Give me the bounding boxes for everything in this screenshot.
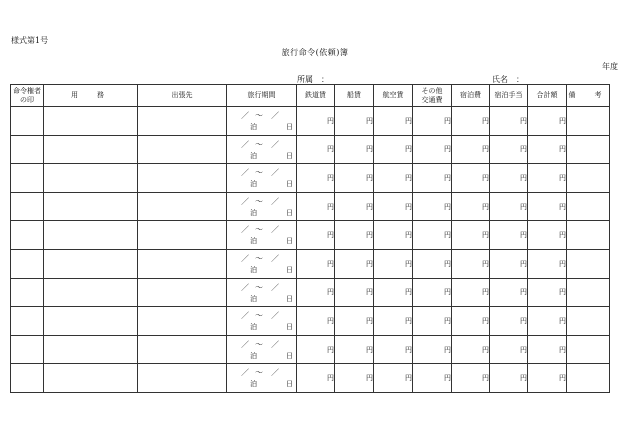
air-amount-cell[interactable] — [374, 164, 413, 193]
rail-amount-cell[interactable] — [297, 278, 335, 307]
period-cell[interactable] — [227, 335, 297, 364]
period-tilde: ～ — [255, 339, 263, 349]
total-amount-cell[interactable] — [528, 249, 567, 278]
period-haku: 泊 — [250, 265, 257, 274]
yen-unit: 円 — [482, 374, 489, 383]
yen-unit: 円 — [327, 345, 334, 354]
yen-unit: 円 — [482, 288, 489, 297]
col-purpose-header: 用 務 — [44, 85, 138, 107]
rail-amount-cell[interactable] — [297, 335, 335, 364]
yen-unit: 円 — [327, 374, 334, 383]
yen-unit: 円 — [482, 345, 489, 354]
other-amount-cell[interactable] — [413, 307, 452, 336]
yen-unit: 円 — [559, 231, 566, 240]
yen-unit: 円 — [366, 259, 373, 268]
period-haku: 泊 — [250, 323, 257, 332]
other-amount-cell[interactable] — [413, 278, 452, 307]
yen-unit: 円 — [520, 345, 527, 354]
period-haku: 泊 — [250, 294, 257, 303]
col-air-header: 航空賃 — [374, 85, 413, 107]
seal-cell[interactable] — [11, 164, 44, 193]
lodging-allowance-amount-cell[interactable] — [490, 221, 528, 250]
period-nichi: 日 — [286, 323, 293, 332]
yen-unit: 円 — [520, 116, 527, 125]
period-slash-start: ／ — [241, 225, 249, 235]
table-row — [11, 335, 610, 364]
period-slash-end: ／ — [271, 339, 279, 349]
other-amount-cell[interactable] — [413, 249, 452, 278]
air-amount-cell[interactable] — [374, 278, 413, 307]
col-seal-header: 命令権者 の印 — [11, 85, 44, 107]
air-amount-cell[interactable] — [374, 221, 413, 250]
remarks-cell[interactable] — [567, 107, 610, 136]
yen-unit: 円 — [366, 316, 373, 325]
yen-unit: 円 — [520, 316, 527, 325]
col-lodging-allowance-header: 宿泊手当 — [490, 85, 528, 107]
period-slash-start: ／ — [241, 311, 249, 321]
form-number: 様式第1号 — [11, 36, 49, 45]
period-tilde: ～ — [255, 253, 263, 263]
yen-unit: 円 — [520, 288, 527, 297]
other-amount-cell[interactable] — [413, 221, 452, 250]
table-row — [11, 192, 610, 221]
purpose-cell[interactable] — [44, 278, 138, 307]
air-amount-cell[interactable] — [374, 192, 413, 221]
rail-amount-cell[interactable] — [297, 364, 335, 393]
total-amount-cell[interactable] — [528, 192, 567, 221]
yen-unit: 円 — [444, 231, 451, 240]
destination-cell[interactable] — [138, 192, 227, 221]
period-cell[interactable] — [227, 192, 297, 221]
destination-cell[interactable] — [138, 107, 227, 136]
yen-unit: 円 — [520, 374, 527, 383]
period-haku: 泊 — [250, 123, 257, 131]
seal-cell[interactable] — [11, 307, 44, 336]
total-amount-cell[interactable] — [528, 335, 567, 364]
yen-unit: 円 — [444, 316, 451, 325]
period-nichi: 日 — [286, 265, 293, 274]
purpose-cell[interactable] — [44, 107, 138, 136]
yen-unit: 円 — [444, 202, 451, 211]
yen-unit: 円 — [482, 116, 489, 125]
destination-cell[interactable] — [138, 221, 227, 250]
yen-unit: 円 — [444, 374, 451, 383]
period-cell[interactable] — [227, 135, 297, 164]
period-slash-end: ／ — [271, 225, 279, 235]
yen-unit: 円 — [327, 145, 334, 154]
yen-unit: 円 — [559, 145, 566, 154]
period-cell[interactable] — [227, 164, 297, 193]
yen-unit: 円 — [520, 259, 527, 268]
yen-unit: 円 — [444, 259, 451, 268]
table-row — [11, 221, 610, 250]
destination-cell[interactable] — [138, 335, 227, 364]
purpose-cell[interactable] — [44, 135, 138, 164]
remarks-cell[interactable] — [567, 364, 610, 393]
air-amount-cell[interactable] — [374, 135, 413, 164]
col-other-header: その他 交通費 — [413, 85, 452, 107]
period-cell[interactable] — [227, 107, 297, 136]
yen-unit: 円 — [327, 288, 334, 297]
lodging-allowance-amount-cell[interactable] — [490, 107, 528, 136]
yen-unit: 円 — [559, 116, 566, 125]
period-cell[interactable] — [227, 307, 297, 336]
yen-unit: 円 — [366, 202, 373, 211]
yen-unit: 円 — [405, 202, 412, 211]
lodging-allowance-amount-cell[interactable] — [490, 335, 528, 364]
yen-unit: 円 — [559, 173, 566, 182]
lodging-amount-cell[interactable] — [452, 249, 490, 278]
purpose-cell[interactable] — [44, 335, 138, 364]
other-amount-cell[interactable] — [413, 164, 452, 193]
period-cell[interactable] — [227, 278, 297, 307]
col-period-header: 旅行期間 — [227, 85, 297, 107]
seal-cell[interactable] — [11, 221, 44, 250]
total-amount-cell[interactable] — [528, 164, 567, 193]
seal-cell[interactable] — [11, 135, 44, 164]
ship-amount-cell[interactable] — [335, 249, 374, 278]
yen-unit: 円 — [327, 202, 334, 211]
name-label: 氏名 ： — [492, 75, 524, 84]
yen-unit: 円 — [520, 231, 527, 240]
document-title: 旅行命令(依頼)簿 — [281, 48, 349, 57]
other-amount-cell[interactable] — [413, 135, 452, 164]
other-amount-cell[interactable] — [413, 107, 452, 136]
period-haku: 泊 — [250, 237, 257, 246]
period-slash-end: ／ — [271, 139, 279, 149]
yen-unit: 円 — [405, 288, 412, 297]
period-slash-start: ／ — [241, 368, 249, 378]
yen-unit: 円 — [405, 259, 412, 268]
yen-unit: 円 — [366, 173, 373, 182]
seal-cell[interactable] — [11, 107, 44, 136]
other-amount-cell[interactable] — [413, 192, 452, 221]
period-tilde: ～ — [255, 225, 263, 235]
period-cell[interactable] — [227, 249, 297, 278]
yen-unit: 円 — [405, 374, 412, 383]
destination-cell[interactable] — [138, 249, 227, 278]
yen-unit: 円 — [482, 173, 489, 182]
remarks-cell[interactable] — [567, 135, 610, 164]
yen-unit: 円 — [444, 116, 451, 125]
yen-unit: 円 — [444, 173, 451, 182]
period-slash-end: ／ — [271, 111, 279, 120]
total-amount-cell[interactable] — [528, 364, 567, 393]
period-nichi: 日 — [286, 294, 293, 303]
lodging-amount-cell[interactable] — [452, 278, 490, 307]
table-row — [11, 135, 610, 164]
lodging-amount-cell[interactable] — [452, 107, 490, 136]
yen-unit: 円 — [520, 145, 527, 154]
air-amount-cell[interactable] — [374, 335, 413, 364]
seal-cell[interactable] — [11, 335, 44, 364]
yen-unit: 円 — [366, 345, 373, 354]
period-haku: 泊 — [250, 208, 257, 217]
air-amount-cell[interactable] — [374, 107, 413, 136]
seal-cell[interactable] — [11, 364, 44, 393]
period-tilde: ～ — [255, 282, 263, 292]
seal-cell[interactable] — [11, 249, 44, 278]
period-haku: 泊 — [250, 380, 257, 389]
period-slash-start: ／ — [241, 196, 249, 206]
total-amount-cell[interactable] — [528, 107, 567, 136]
destination-cell[interactable] — [138, 135, 227, 164]
yen-unit: 円 — [520, 202, 527, 211]
col-total-header: 合計額 — [528, 85, 567, 107]
ship-amount-cell[interactable] — [335, 107, 374, 136]
period-cell[interactable] — [227, 364, 297, 393]
yen-unit: 円 — [327, 173, 334, 182]
department-label: 所属 ： — [297, 75, 329, 84]
remarks-cell[interactable] — [567, 221, 610, 250]
lodging-amount-cell[interactable] — [452, 164, 490, 193]
col-destination-header: 出張先 — [138, 85, 227, 107]
period-nichi: 日 — [286, 380, 293, 389]
air-amount-cell[interactable] — [374, 249, 413, 278]
rail-amount-cell[interactable] — [297, 135, 335, 164]
yen-unit: 円 — [327, 231, 334, 240]
period-slash-end: ／ — [271, 253, 279, 263]
period-slash-start: ／ — [241, 339, 249, 349]
table-row — [11, 278, 610, 307]
total-amount-cell[interactable] — [528, 135, 567, 164]
yen-unit: 円 — [405, 316, 412, 325]
table-row — [11, 249, 610, 278]
lodging-allowance-amount-cell[interactable] — [490, 364, 528, 393]
purpose-cell[interactable] — [44, 221, 138, 250]
seal-cell[interactable] — [11, 192, 44, 221]
total-amount-cell[interactable] — [528, 307, 567, 336]
other-amount-cell[interactable] — [413, 335, 452, 364]
ledger-body — [11, 107, 610, 393]
remarks-cell[interactable] — [567, 249, 610, 278]
lodging-allowance-amount-cell[interactable] — [490, 278, 528, 307]
period-haku: 泊 — [250, 151, 257, 160]
period-haku: 泊 — [250, 351, 257, 360]
yen-unit: 円 — [520, 173, 527, 182]
period-nichi: 日 — [286, 208, 293, 217]
col-rail-header: 鉄道賃 — [297, 85, 335, 107]
col-remarks-header: 備 考 — [567, 85, 610, 107]
lodging-amount-cell[interactable] — [452, 307, 490, 336]
yen-unit: 円 — [327, 116, 334, 125]
yen-unit: 円 — [444, 345, 451, 354]
ship-amount-cell[interactable] — [335, 135, 374, 164]
purpose-cell[interactable] — [44, 364, 138, 393]
seal-cell[interactable] — [11, 278, 44, 307]
travel-order-ledger — [10, 84, 610, 393]
yen-unit: 円 — [482, 259, 489, 268]
yen-unit: 円 — [559, 374, 566, 383]
lodging-allowance-amount-cell[interactable] — [490, 135, 528, 164]
col-lodging-header: 宿泊費 — [452, 85, 490, 107]
yen-unit: 円 — [482, 316, 489, 325]
table-row — [11, 307, 610, 336]
ship-amount-cell[interactable] — [335, 307, 374, 336]
table-row — [11, 164, 610, 193]
period-slash-start: ／ — [241, 168, 249, 178]
ship-amount-cell[interactable] — [335, 335, 374, 364]
rail-amount-cell[interactable] — [297, 107, 335, 136]
rail-amount-cell[interactable] — [297, 249, 335, 278]
ship-amount-cell[interactable] — [335, 221, 374, 250]
ship-amount-cell[interactable] — [335, 164, 374, 193]
lodging-allowance-amount-cell[interactable] — [490, 307, 528, 336]
lodging-amount-cell[interactable] — [452, 335, 490, 364]
rail-amount-cell[interactable] — [297, 221, 335, 250]
lodging-amount-cell[interactable] — [452, 221, 490, 250]
yen-unit: 円 — [482, 145, 489, 154]
period-slash-end: ／ — [271, 282, 279, 292]
lodging-amount-cell[interactable] — [452, 135, 490, 164]
rail-amount-cell[interactable] — [297, 307, 335, 336]
yen-unit: 円 — [327, 316, 334, 325]
table-row — [11, 107, 610, 136]
table-row — [11, 364, 610, 393]
yen-unit: 円 — [366, 374, 373, 383]
yen-unit: 円 — [405, 231, 412, 240]
yen-unit: 円 — [559, 316, 566, 325]
destination-cell[interactable] — [138, 164, 227, 193]
year-label: 年度 — [602, 62, 618, 71]
period-nichi: 日 — [286, 351, 293, 360]
period-tilde: ～ — [255, 311, 263, 321]
yen-unit: 円 — [327, 259, 334, 268]
period-tilde: ～ — [255, 139, 263, 149]
other-amount-cell[interactable] — [413, 364, 452, 393]
remarks-cell[interactable] — [567, 278, 610, 307]
yen-unit: 円 — [444, 288, 451, 297]
lodging-amount-cell[interactable] — [452, 364, 490, 393]
yen-unit: 円 — [559, 259, 566, 268]
yen-unit: 円 — [559, 202, 566, 211]
purpose-cell[interactable] — [44, 192, 138, 221]
remarks-cell[interactable] — [567, 164, 610, 193]
remarks-cell[interactable] — [567, 335, 610, 364]
yen-unit: 円 — [366, 116, 373, 125]
yen-unit: 円 — [482, 231, 489, 240]
lodging-allowance-amount-cell[interactable] — [490, 192, 528, 221]
period-nichi: 日 — [286, 237, 293, 246]
yen-unit: 円 — [366, 231, 373, 240]
period-tilde: ～ — [255, 196, 263, 206]
rail-amount-cell[interactable] — [297, 164, 335, 193]
yen-unit: 円 — [559, 288, 566, 297]
purpose-cell[interactable] — [44, 164, 138, 193]
yen-unit: 円 — [405, 145, 412, 154]
period-slash-end: ／ — [271, 311, 279, 321]
ship-amount-cell[interactable] — [335, 364, 374, 393]
period-tilde: ～ — [255, 368, 263, 378]
period-nichi: 日 — [286, 151, 293, 160]
remarks-cell[interactable] — [567, 192, 610, 221]
period-nichi: 日 — [286, 180, 293, 189]
period-cell[interactable] — [227, 221, 297, 250]
col-ship-header: 船賃 — [335, 85, 374, 107]
yen-unit: 円 — [366, 288, 373, 297]
purpose-cell[interactable] — [44, 307, 138, 336]
total-amount-cell[interactable] — [528, 278, 567, 307]
period-slash-start: ／ — [241, 282, 249, 292]
period-slash-start: ／ — [241, 111, 249, 120]
yen-unit: 円 — [559, 345, 566, 354]
air-amount-cell[interactable] — [374, 307, 413, 336]
yen-unit: 円 — [405, 173, 412, 182]
ship-amount-cell[interactable] — [335, 278, 374, 307]
remarks-cell[interactable] — [567, 307, 610, 336]
destination-cell[interactable] — [138, 307, 227, 336]
air-amount-cell[interactable] — [374, 364, 413, 393]
period-nichi: 日 — [286, 123, 293, 131]
lodging-allowance-amount-cell[interactable] — [490, 249, 528, 278]
yen-unit: 円 — [366, 145, 373, 154]
purpose-cell[interactable] — [44, 249, 138, 278]
period-tilde: ～ — [255, 111, 263, 120]
yen-unit: 円 — [405, 116, 412, 125]
period-haku: 泊 — [250, 180, 257, 189]
period-tilde: ～ — [255, 168, 263, 178]
lodging-amount-cell[interactable] — [452, 192, 490, 221]
destination-cell[interactable] — [138, 278, 227, 307]
header-row — [11, 85, 610, 107]
period-slash-start: ／ — [241, 139, 249, 149]
ship-amount-cell[interactable] — [335, 192, 374, 221]
rail-amount-cell[interactable] — [297, 192, 335, 221]
yen-unit: 円 — [482, 202, 489, 211]
yen-unit: 円 — [444, 145, 451, 154]
total-amount-cell[interactable] — [528, 221, 567, 250]
destination-cell[interactable] — [138, 364, 227, 393]
yen-unit: 円 — [405, 345, 412, 354]
period-slash-end: ／ — [271, 368, 279, 378]
period-slash-end: ／ — [271, 196, 279, 206]
lodging-allowance-amount-cell[interactable] — [490, 164, 528, 193]
period-slash-start: ／ — [241, 253, 249, 263]
period-slash-end: ／ — [271, 168, 279, 178]
